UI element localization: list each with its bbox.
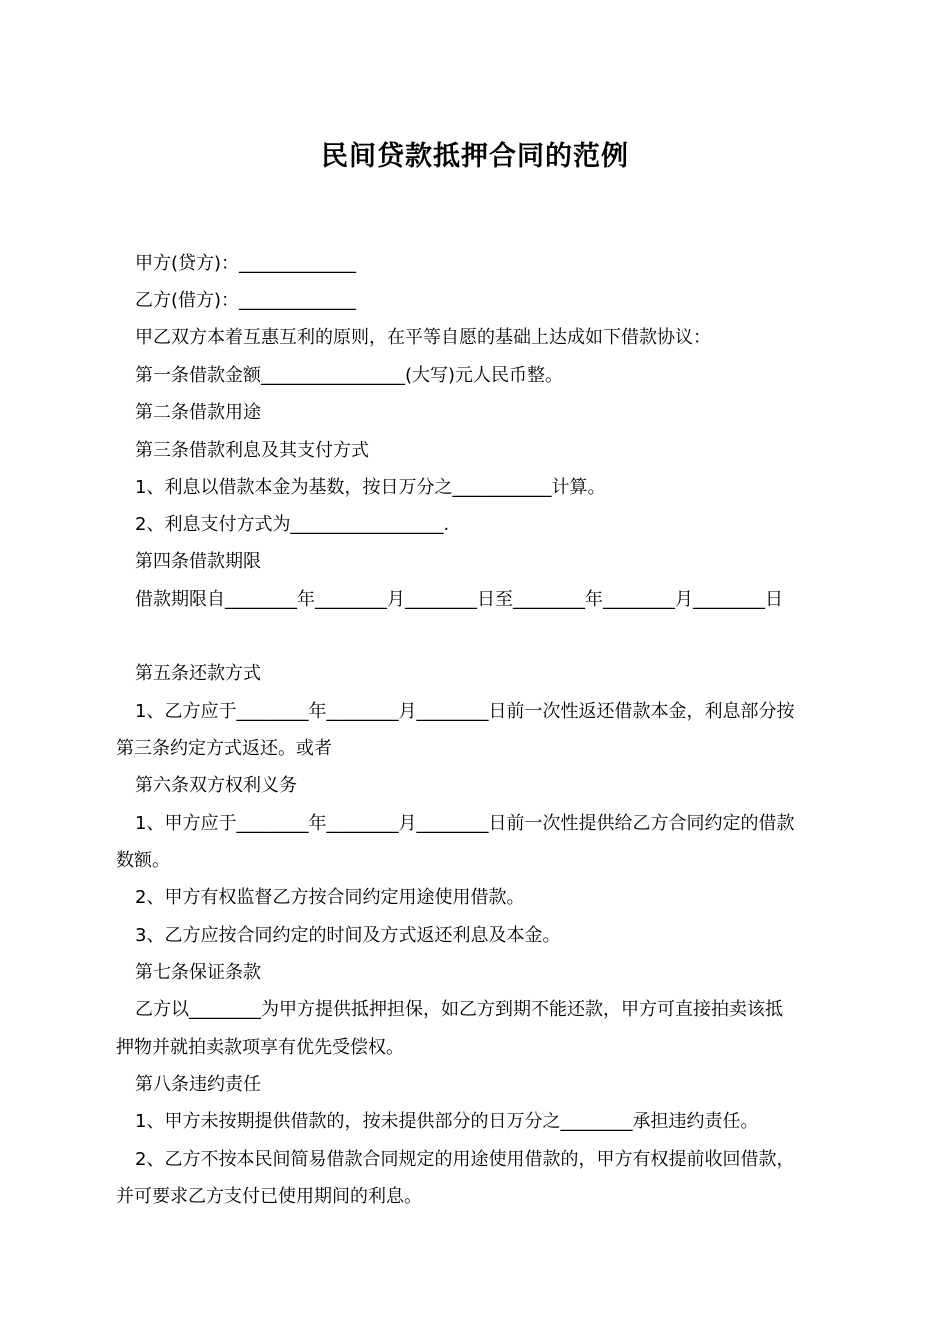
article-2-heading: 第二条借款用途 — [135, 402, 261, 423]
article-6-clause-1-cont: 数额。 — [116, 850, 170, 871]
party-b-line: 乙方(借方)：_____________ — [135, 290, 357, 311]
article-5-clause-1-cont: 第三条约定方式返还。或者 — [116, 738, 332, 759]
article-6-clause-2: 2、甲方有权监督乙方按合同约定用途使用借款。 — [135, 887, 525, 908]
article-6-clause-1: 1、甲方应于________年________月________日前一次性提供给乙方合同约定的借款 — [135, 813, 795, 834]
article-3-heading: 第三条借款利息及其支付方式 — [135, 440, 369, 461]
party-a-line: 甲方(贷方)：_____________ — [135, 253, 357, 274]
article-6-heading: 第六条双方权利义务 — [135, 775, 297, 796]
article-5-clause-1: 1、乙方应于________年________月________日前一次性返还借款本金，利息部分按 — [135, 701, 795, 722]
article-3-clause-1: 1、利息以借款本金为基数，按日万分之___________计算。 — [135, 477, 606, 498]
article-8-clause-2: 2、乙方不按本民间简易借款合同规定的用途使用借款的，甲方有权提前收回借款， — [135, 1149, 795, 1170]
article-7-body-cont: 押物并就拍卖款项享有优先受偿权。 — [116, 1037, 404, 1058]
article-8-heading: 第八条违约责任 — [135, 1074, 261, 1095]
article-8-clause-1: 1、甲方未按期提供借款的，按未提供部分的日万分之________承担违约责任。 — [135, 1111, 759, 1132]
preamble: 甲乙双方本着互惠互利的原则，在平等自愿的基础上达成如下借款协议： — [135, 327, 711, 348]
document-title: 民间贷款抵押合同的范例 — [321, 141, 629, 172]
article-4-term: 借款期限自________年________月________日至________年________月________日 — [135, 589, 783, 610]
article-6-clause-3: 3、乙方应按合同约定的时间及方式返还利息及本金。 — [135, 925, 561, 946]
article-8-clause-2-cont: 并可要求乙方支付已使用期间的利息。 — [116, 1186, 422, 1207]
article-1: 第一条借款金额________________(大写)元人民币整。 — [135, 365, 564, 386]
article-5-heading: 第五条还款方式 — [135, 663, 261, 684]
article-3-clause-2: 2、利息支付方式为_________________. — [135, 514, 450, 535]
article-4-heading: 第四条借款期限 — [135, 551, 261, 572]
article-7-body: 乙方以________为甲方提供抵押担保，如乙方到期不能还款，甲方可直接拍卖该抵 — [135, 999, 783, 1020]
article-7-heading: 第七条保证条款 — [135, 962, 261, 983]
